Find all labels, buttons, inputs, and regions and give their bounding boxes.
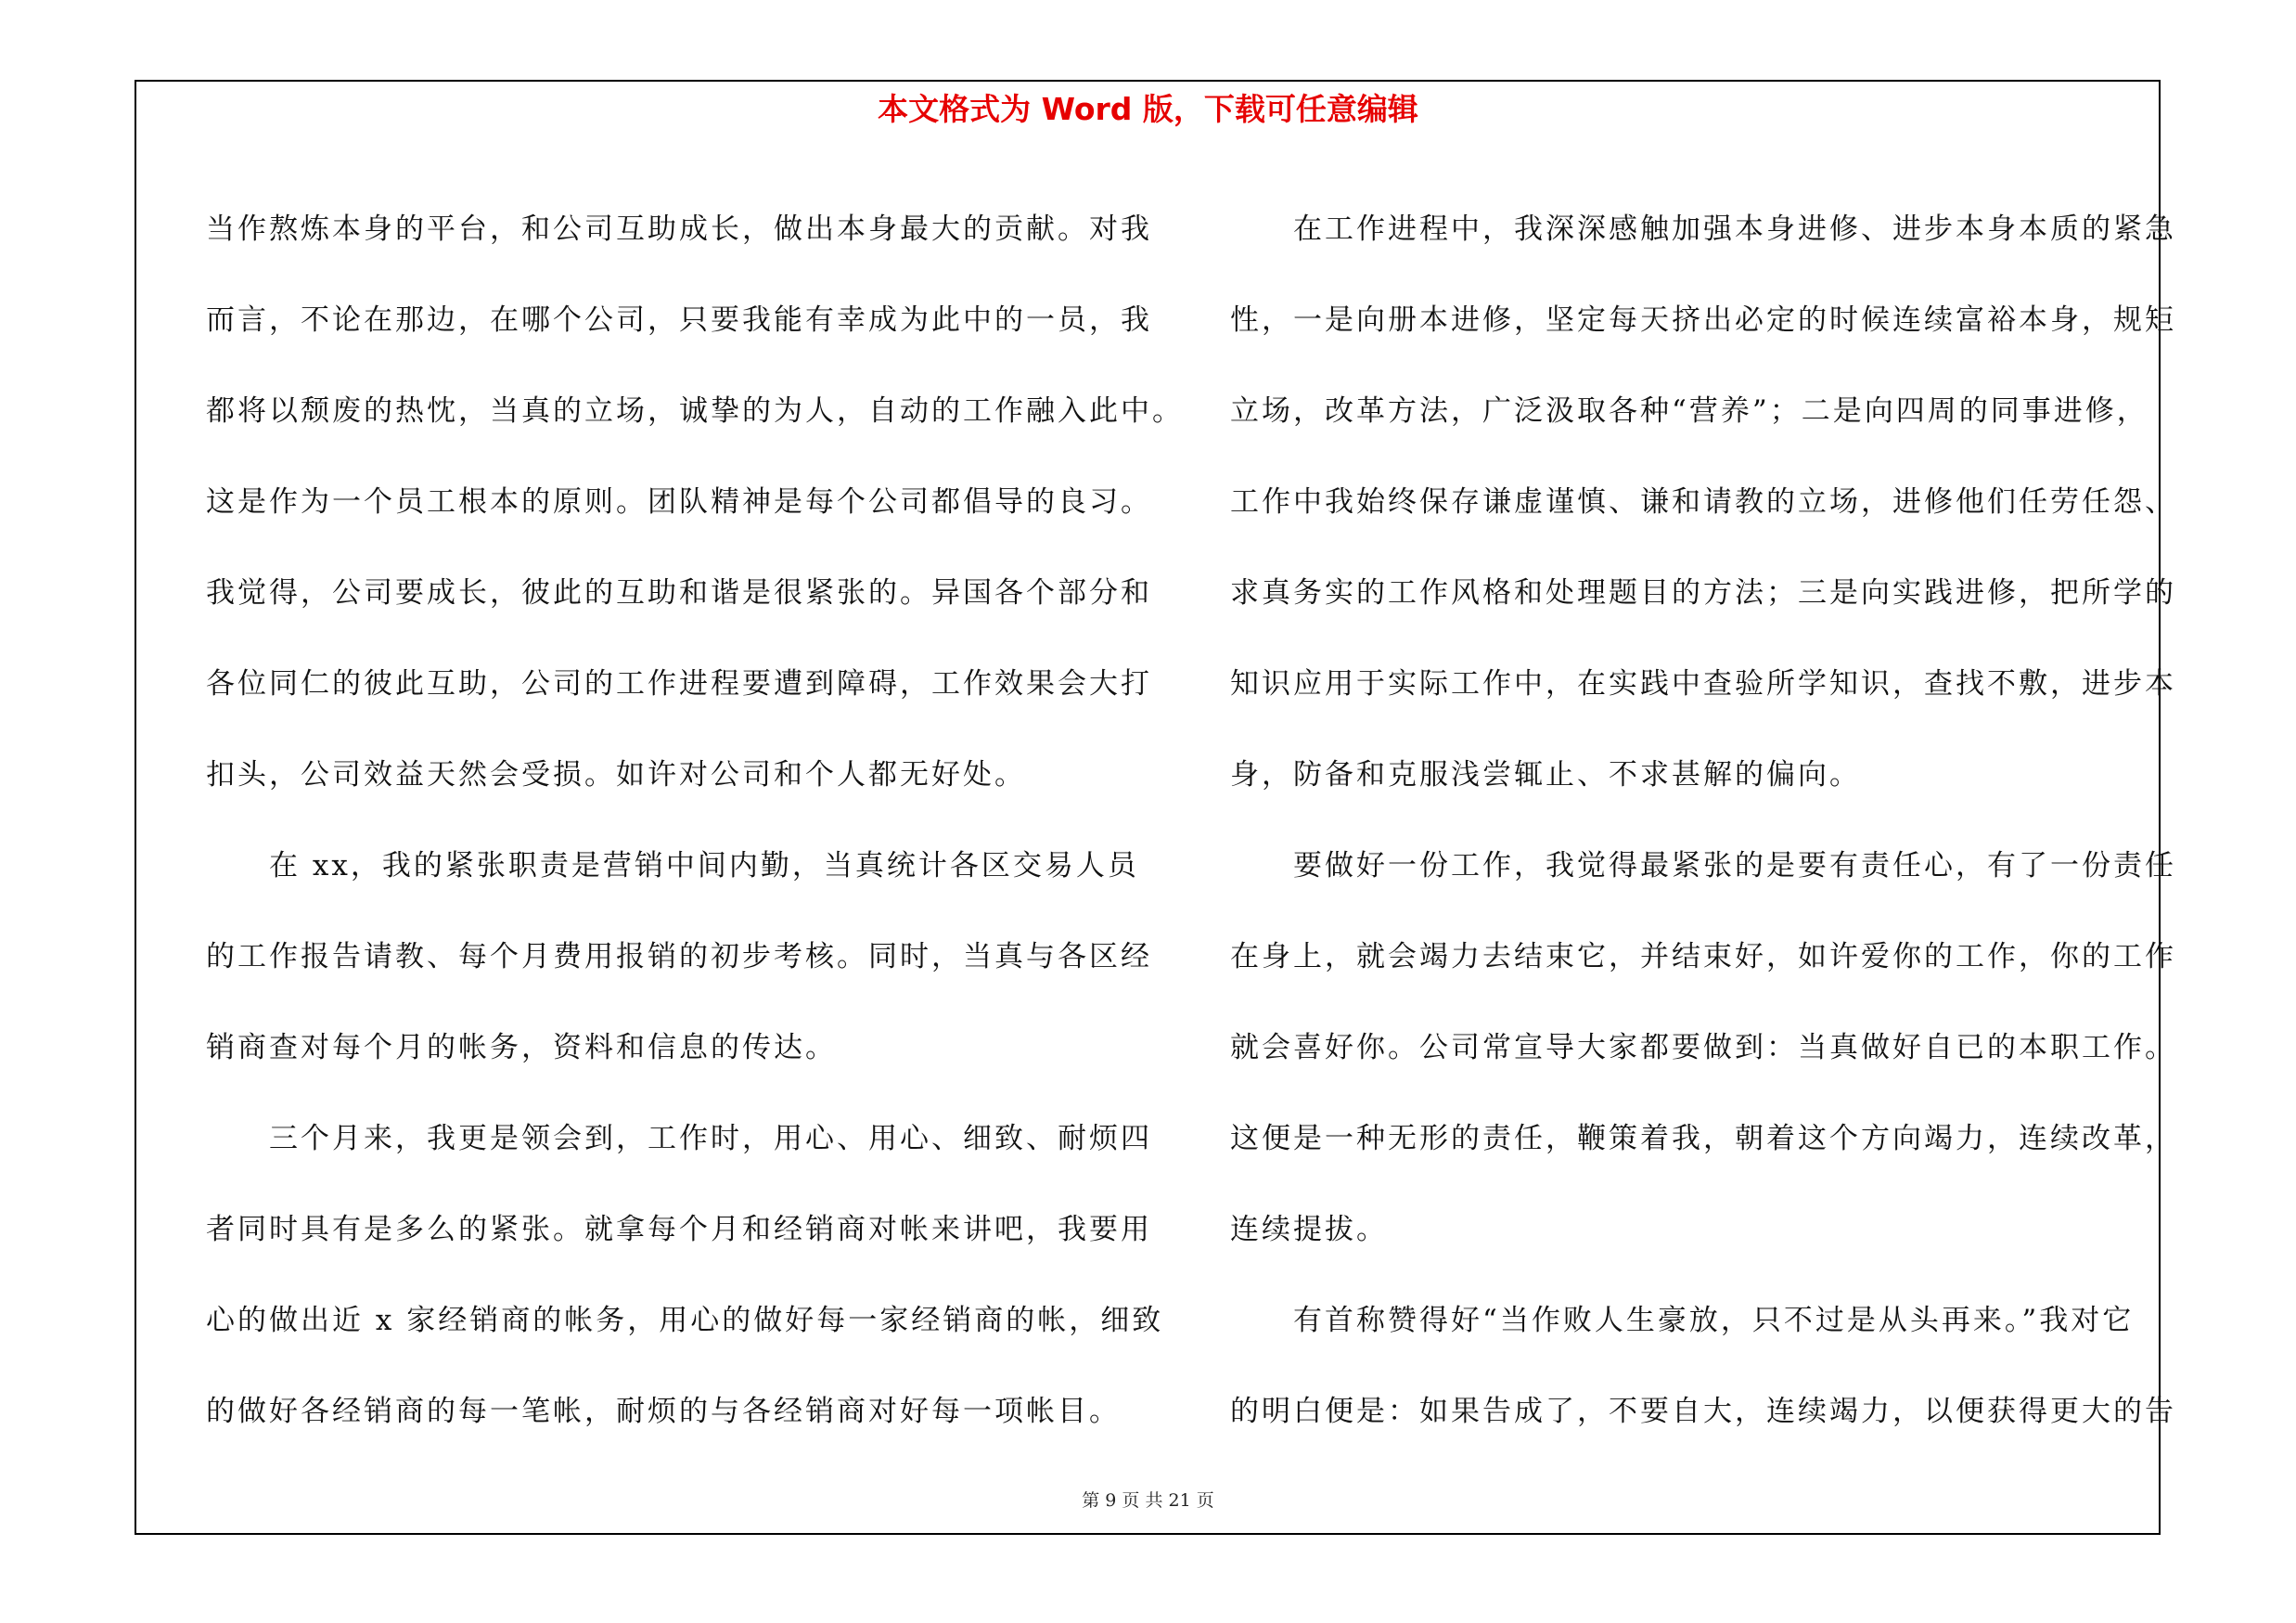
page-number: 第 9 页 共 21 页 xyxy=(1082,1490,1214,1511)
text-line: 者同时具有是多么的紧张。就拿每个月和经销商对帐来讲吧，我要用 xyxy=(206,1213,1152,1246)
text-line: 都将以颓废的热忱，当真的立场，诚挚的为人，自动的工作融入此中。 xyxy=(206,394,1184,428)
text-line: 性，一是向册本进修，坚定每天挤出必定的时候连续富裕本身，规矩 xyxy=(1230,303,2176,337)
text-line: 知识应用于实际工作中，在实践中查验所学知识，查找不敷，进步本 xyxy=(1230,667,2176,701)
text-line: 身，防备和克服浅尝辄止、不求甚解的偏向。 xyxy=(1230,758,1861,792)
text-line: 立场，改革方法，广泛汲取各种“营养”；二是向四周的同事进修， xyxy=(1230,394,2148,428)
text-line: 三个月来，我更是领会到，工作时，用心、用心、细致、耐烦四 xyxy=(206,1122,1152,1155)
left-column xyxy=(206,184,1184,1457)
text-line: 的明白便是：如果告成了，不要自大，连续竭力，以便获得更大的告 xyxy=(1230,1395,2176,1428)
text-line: 要做好一份工作，我觉得最紧张的是要有责任心，有了一份责任 xyxy=(1230,849,2176,882)
text-line: 销商查对每个月的帐务，资料和信息的传达。 xyxy=(206,1031,837,1064)
text-line: 求真务实的工作风格和处理题目的方法；三是向实践进修，把所学的 xyxy=(1230,576,2176,610)
text-line: 有首称赞得好“当作败人生豪放，只不过是从头再来。”我对它 xyxy=(1230,1304,2135,1337)
text-line: 各位同仁的彼此互助，公司的工作进程要遭到障碍，工作效果会大打 xyxy=(206,667,1152,701)
format-banner: 本文格式为 Word 版，下载可任意编辑 xyxy=(878,91,1418,127)
text-line: 就会喜好你。公司常宣导大家都要做到：当真做好自已的本职工作。 xyxy=(1230,1031,2176,1064)
text-line: 工作中我始终保存谦虚谨慎、谦和请教的立场，进修他们任劳任怨、 xyxy=(1230,485,2176,519)
text-line: 连续提拔。 xyxy=(1230,1213,1388,1246)
text-line: 的做好各经销商的每一笔帐，耐烦的与各经销商对好每一项帐目。 xyxy=(206,1395,1121,1428)
text-line: 在身上，就会竭力去结束它，并结束好，如许爱你的工作，你的工作 xyxy=(1230,940,2176,973)
text-line: 扣头，公司效益天然会受损。如许对公司和个人都无好处。 xyxy=(206,758,1026,792)
text-line: 而言，不论在那边，在哪个公司，只要我能有幸成为此中的一员，我 xyxy=(206,303,1152,337)
text-line: 我觉得，公司要成长，彼此的互助和谐是很紧张的。异国各个部分和 xyxy=(206,576,1152,610)
text-line: 心的做出近 x 家经销商的帐务，用心的做好每一家经销商的帐，细致 xyxy=(206,1304,1164,1337)
right-column xyxy=(1230,184,2176,1457)
text-line: 在 xx，我的紧张职责是营销中间内勤，当真统计各区交易人员 xyxy=(206,849,1139,882)
text-line: 在工作进程中，我深深感触加强本身进修、进步本身本质的紧急 xyxy=(1230,213,2176,246)
text-line: 这是作为一个员工根本的原则。团队精神是每个公司都倡导的良习。 xyxy=(206,485,1152,519)
text-line: 当作熬炼本身的平台，和公司互助成长，做出本身最大的贡献。对我 xyxy=(206,213,1152,246)
text-line: 这便是一种无形的责任，鞭策着我，朝着这个方向竭力，连续改革， xyxy=(1230,1122,2176,1155)
text-line: 的工作报告请教、每个月费用报销的初步考核。同时，当真与各区经 xyxy=(206,940,1152,973)
